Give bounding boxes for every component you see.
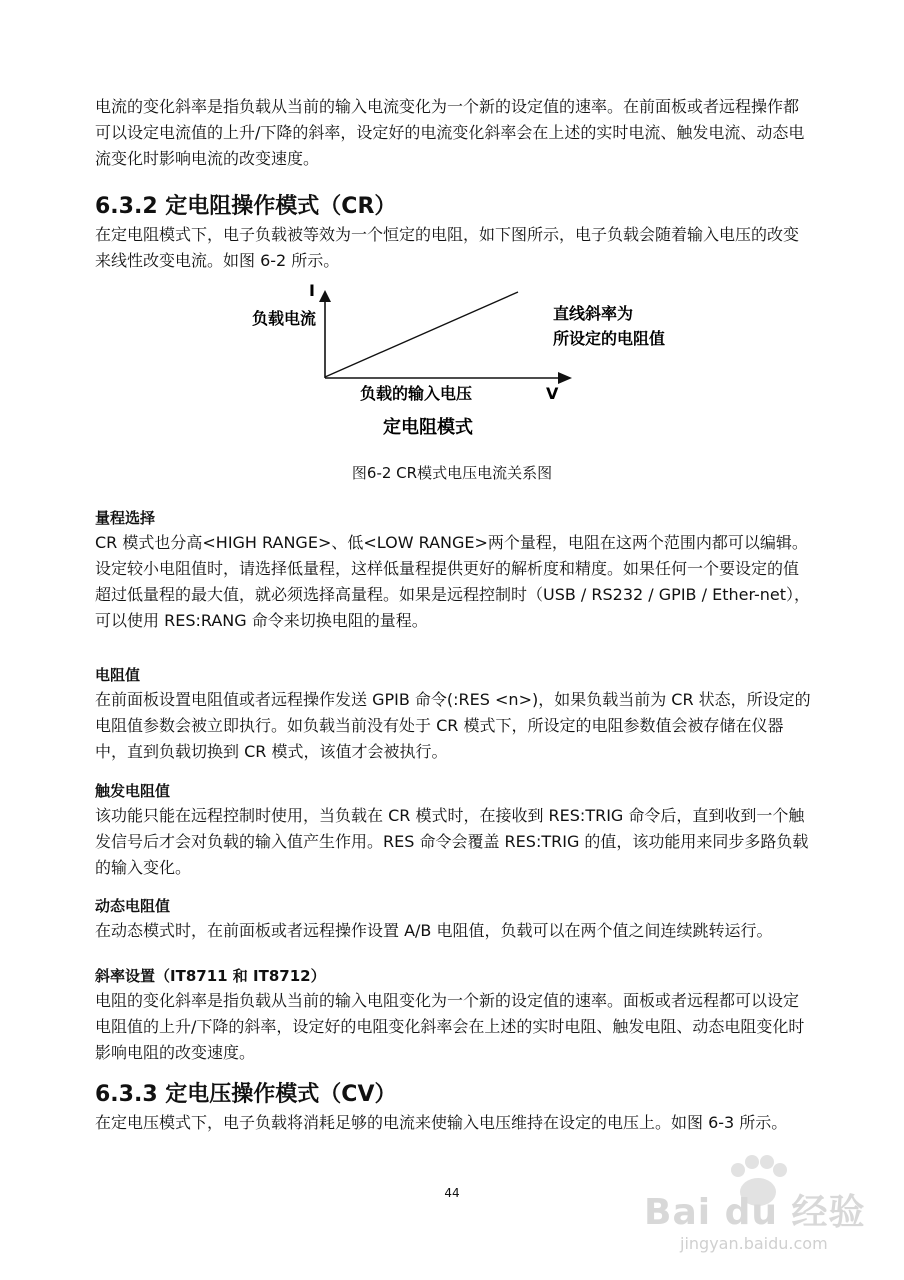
dynamic-section — [95, 894, 811, 944]
resistance-body: 在前面板设置电阻值或者远程操作发送 GPIB 命令(:RES <n>)，如果负载当前为 CR 状态，所设定的电阻值参数会被立即执行。如负载当前没有处于 CR 模式下，所设定的电阻参数值会被存储在仪器中，直到负载切换到 CR 模式，该值才会被执行。 — [95, 690, 811, 761]
mode-title: 定电阻模式 — [383, 417, 473, 438]
page-content — [95, 94, 815, 274]
trigger-section — [95, 779, 811, 881]
section-cv-heading: 6.3.3 定电压操作模式（CV） — [95, 1082, 397, 1107]
slope-annotation-line1: 直线斜率为 — [553, 304, 634, 323]
resistance-heading: 电阻值 — [95, 666, 141, 684]
dynamic-body: 在动态模式时，在前面板或者远程操作设置 A/B 电阻值，负载可以在两个值之间连续跳转运行。 — [95, 921, 773, 940]
x-axis-label: 负载的输入电压 — [360, 384, 473, 403]
trigger-heading: 触发电阻值 — [95, 782, 171, 800]
range-body: CR 模式也分高<HIGH RANGE>、低<LOW RANGE>两个量程，电阻在这两个范围内都可以编辑。设定较小电阻值时，请选择低量程，这样低量程提供更好的解析度和精度。如果任何一个要设定的值超过低量程的最大值，就必须选择高量程。如果是远程控制时（USB / RS232 / GPIB / Ether-net），可以使用 RES:RANG 命令来切换电阻的量程。 — [95, 533, 811, 630]
baidu-watermark — [640, 1152, 880, 1262]
range-heading: 量程选择 — [95, 509, 156, 527]
section-cr-heading: 6.3.2 定电阻操作模式（CR） — [95, 194, 397, 219]
section-cr-intro: 在定电阻模式下，电子负载被等效为一个恒定的电阻，如下图所示，电子负载会随着输入电压的改变来线性改变电流。如图 6-2 所示。 — [95, 225, 800, 270]
resistance-section — [95, 663, 811, 765]
dynamic-heading: 动态电阻值 — [95, 897, 171, 915]
slope-annotation-line2: 所设定的电阻值 — [553, 329, 666, 348]
slope-section — [95, 964, 811, 1066]
slope-body: 电阻的变化斜率是指负载从当前的输入电阻变化为一个新的设定值的速率。面板或者远程都可以设定电阻值的上升/下降的斜率，设定好的电阻变化斜率会在上述的实时电阻、触发电阻、动态电阻变化时影响电阻的改变速度。 — [95, 991, 805, 1062]
page-number: 44 — [444, 1186, 460, 1200]
y-axis-arrow — [319, 290, 331, 302]
x-axis-symbol: V — [546, 384, 559, 403]
figure-caption: 图6-2 CR模式电压电流关系图 — [351, 464, 553, 482]
cr-slope-line — [325, 292, 518, 377]
y-axis-label: 负载电流 — [252, 309, 317, 328]
trigger-body: 该功能只能在远程控制时使用，当负载在 CR 模式时，在接收到 RES:TRIG 命令后，直到收到一个触发信号后才会对负载的输入值产生作用。RES 命令会覆盖 RES:TRIG 的值，该功能用来同步多路负载的输入变化。 — [95, 806, 809, 877]
intro-paragraph: 电流的变化斜率是指负载从当前的输入电流变化为一个新的设定值的速率。在前面板或者远程操作都可以设定电流值的上升/下降的斜率，设定好的电流变化斜率会在上述的实时电流、触发电流、动态电流变化时影响电流的改变速度。 — [95, 97, 805, 168]
watermark-brand: Bai du 经验 — [644, 1192, 866, 1233]
watermark-url: jingyan.baidu.com — [680, 1234, 828, 1253]
slope-heading: 斜率设置（IT8711 和 IT8712） — [95, 967, 326, 985]
x-axis-arrow — [558, 372, 572, 384]
range-section — [95, 506, 811, 634]
section-cv-intro: 在定电压模式下，电子负载将消耗足够的电流来使输入电压维持在设定的电压上。如图 6-3 所示。 — [95, 1113, 788, 1132]
y-axis-symbol: I — [309, 281, 315, 300]
cv-section — [95, 1080, 811, 1136]
